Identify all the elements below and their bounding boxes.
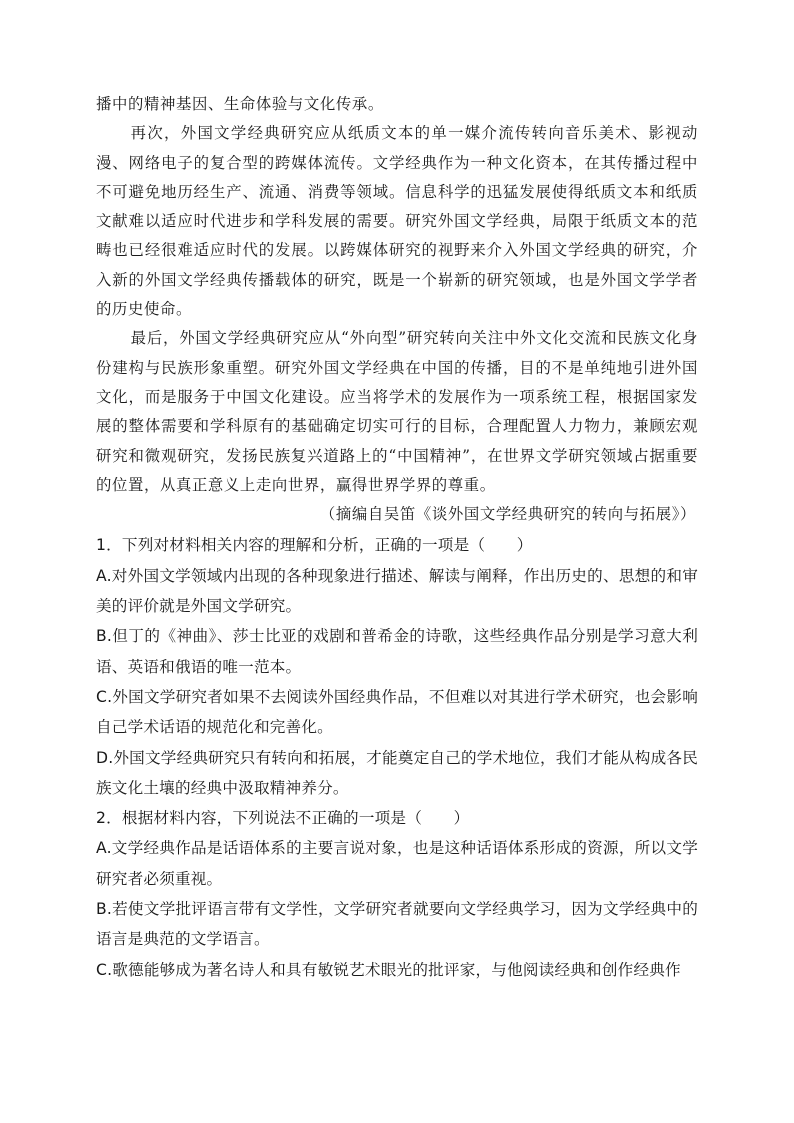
question-1-option-c: C.外国文学研究者如果不去阅读外国经典作品，不但难以对其进行学术研究，也会影响自己学术话语的规范化和完善化。 bbox=[96, 687, 698, 737]
passage-paragraph-3: 最后，外国文学经典研究应从“外向型”研究转向关注中外文化交流和民族文化身份建构与民族形象重塑。研究外国文学经典在中国的传播，目的不是单纯地引进外国文化，而是服务于中国文化建设。应当将学术的发展作为一项系统工程，根据国家发展的整体需要和学科原有的基础确定切实可行的目标，合理配置人力物力，兼顾宏观研究和微观研究，发扬民族复兴道路上的“中国精神”，在世界文学研究领域占据重要的位置，从真正意义上走向世界，赢得世界学界的尊重。 bbox=[96, 329, 698, 494]
reading-passage bbox=[96, 90, 698, 529]
question-1-option-d: D.外国文学经典研究只有转向和拓展，才能奠定自己的学术地位，我们才能从构成各民族文化土壤的经典中汲取精神养分。 bbox=[96, 748, 698, 797]
question-2-stem: 2．根据材料内容，下列说法不正确的一项是（ ） bbox=[96, 809, 470, 828]
question-2-option-c: C.歌德能够成为著名诗人和具有敏锐艺术眼光的批评家，与他阅读经典和创作经典作 bbox=[96, 960, 681, 979]
question-1-option-b: B.但丁的《神曲》、莎士比亚的戏剧和普希金的诗歌，这些经典作品分别是学习意大利语、英语和俄语的唯一范本。 bbox=[96, 627, 698, 676]
passage-paragraph-2: 再次，外国文学经典研究应从纸质文本的单一媒介流传转向音乐美术、影视动漫、网络电子的复合型的跨媒体流传。文学经典作为一种文化资本，在其传播过程中不可避免地历经生产、流通、消费等领域。信息科学的迅猛发展使得纸质文本和纸质文献难以适应时代进步和学科发展的需要。研究外国文学经典，局限于纸质文本的范畴也已经很难适应时代的发展。以跨媒体研究的视野来介入外国文学经典的研究，介入新的外国文学经典传播载体的研究，既是一个崭新的研究领域，也是外国文学学者的历史使命。 bbox=[96, 124, 698, 319]
question-2 bbox=[96, 803, 698, 985]
question-1-stem: 1．下列对材料相关内容的理解和分析，正确的一项是（ ） bbox=[96, 536, 533, 555]
question-section bbox=[96, 530, 698, 984]
question-2-option-b: B.若使文学批评语言带有文学性，文学研究者就要向文学经典学习，因为文学经典中的语言是典范的文学语言。 bbox=[96, 900, 698, 949]
question-2-option-a: A.文学经典作品是话语体系的主要言说对象，也是这种话语体系形成的资源，所以文学研究者必须重视。 bbox=[96, 839, 698, 888]
passage-paragraph-1-tail: 播中的精神基因、生命体验与文化传承。 bbox=[96, 95, 384, 113]
passage-source: （摘编自吴笛《谈外国文学经典研究的转向与拓展》） bbox=[319, 505, 696, 524]
question-1-option-a: A.对外国文学领域内出现的各种现象进行描述、解读与阐释，作出历史的、思想的和审美的评价就是外国文学研究。 bbox=[96, 566, 698, 616]
question-1 bbox=[96, 530, 698, 803]
